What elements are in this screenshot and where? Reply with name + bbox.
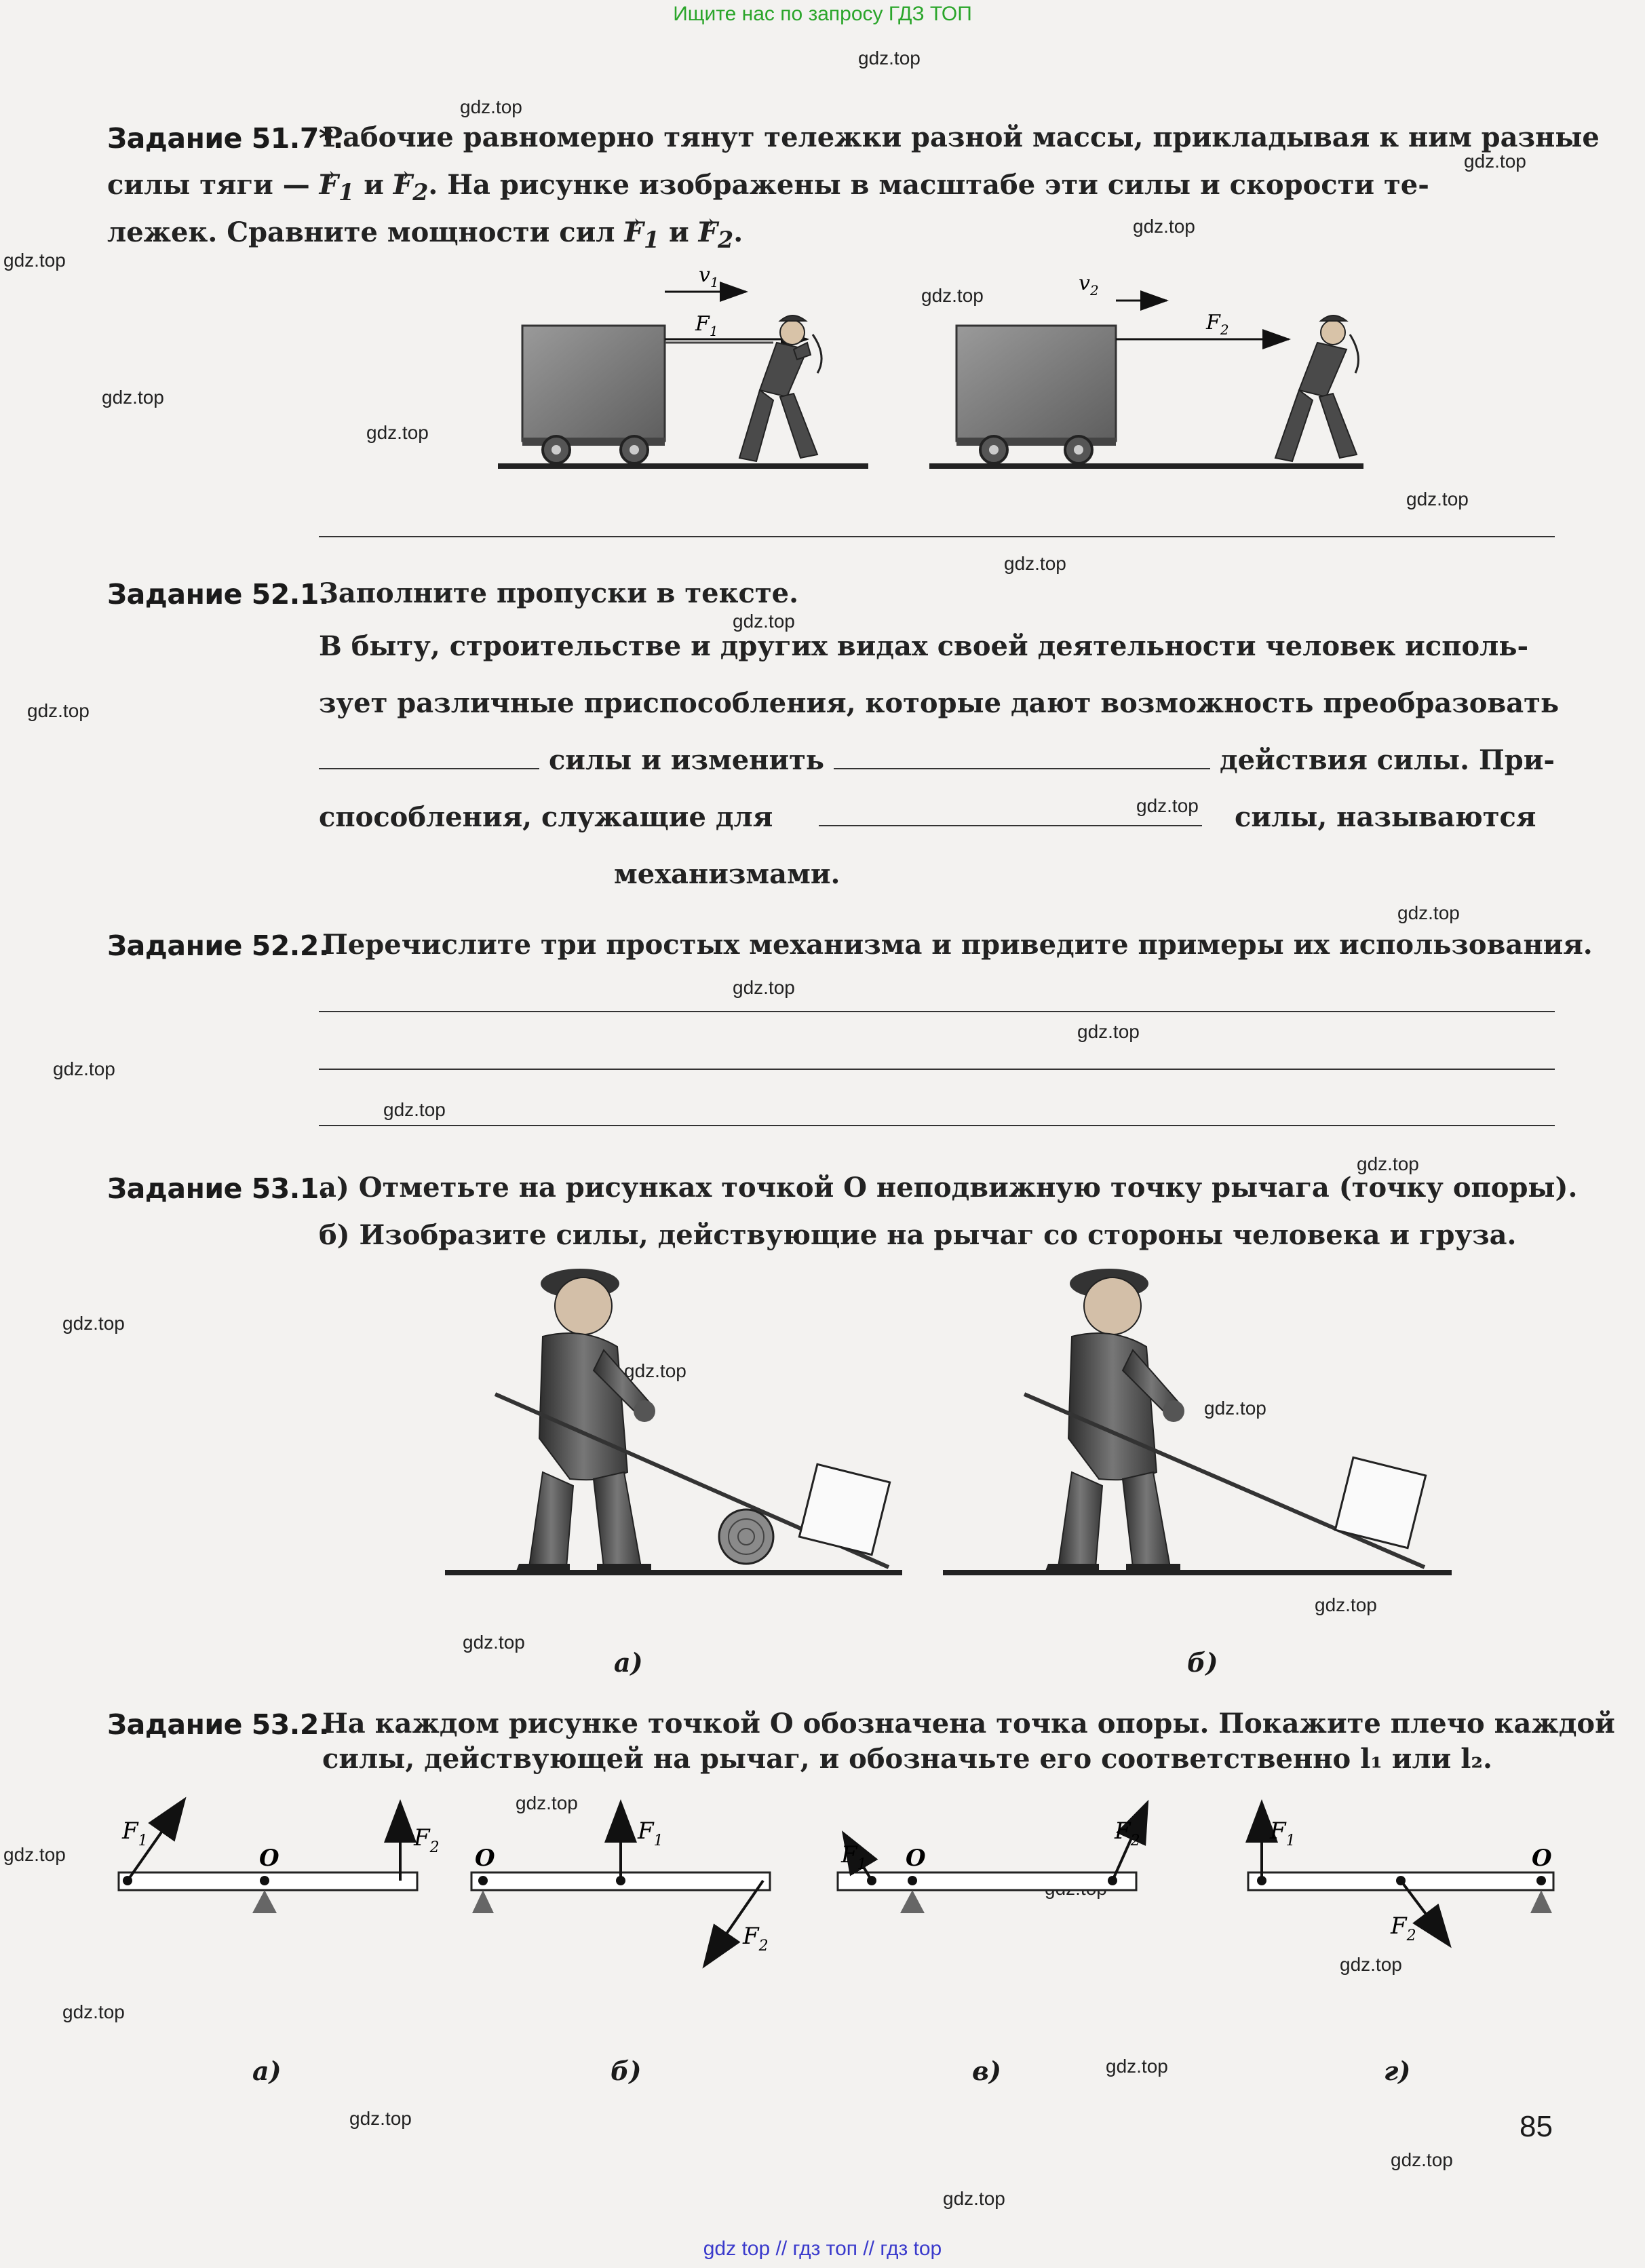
caption-b: б) bbox=[611, 2056, 642, 2086]
vector-f2 bbox=[698, 216, 734, 253]
watermark: gdz.top bbox=[1357, 1153, 1419, 1174]
label-f1: $F_1$ bbox=[695, 312, 718, 339]
text-fragment: . На рисунке изображены в масштабе эти силы и скорости те- bbox=[428, 169, 1429, 201]
text-fragment: силы, называются bbox=[1235, 801, 1536, 833]
watermark: gdz.top bbox=[3, 250, 66, 271]
lever-diagram-g bbox=[1248, 1805, 1553, 1944]
watermark: gdz.top bbox=[921, 285, 984, 306]
label-o: O bbox=[1532, 1845, 1552, 1872]
lever-diagram-v bbox=[838, 1805, 1146, 1913]
caption-a: а) bbox=[614, 1647, 643, 1678]
label-f1: $F_1$ bbox=[841, 1841, 867, 1873]
text-fragment: и bbox=[364, 169, 384, 201]
task-52-1-p2: зует различные приспособления, которые дают возможность преобразовать bbox=[319, 687, 1560, 719]
watermark: gdz.top bbox=[1406, 488, 1469, 510]
watermark: gdz.top bbox=[624, 1360, 686, 1381]
watermark: gdz.top bbox=[733, 977, 795, 998]
watermark: gdz.top bbox=[1106, 2056, 1168, 2077]
task-52-1-p5: механизмами. bbox=[614, 858, 840, 890]
worker-2 bbox=[1275, 315, 1359, 461]
bottom-banner[interactable]: gdz top // гдз топ // гдз top bbox=[703, 2237, 942, 2260]
symbol: F bbox=[393, 169, 413, 201]
watermark: gdz.top bbox=[53, 1058, 115, 1079]
label-f1: $F_1$ bbox=[638, 1818, 663, 1849]
caption-v: в) bbox=[972, 2056, 1001, 2086]
cart-2 bbox=[956, 326, 1116, 463]
task-52-1-intro: Заполните пропуски в тексте. bbox=[319, 577, 799, 609]
top-banner[interactable]: Ищите нас по запросу ГДЗ ТОП bbox=[673, 3, 972, 25]
text-fragment: силы и изменить bbox=[548, 744, 825, 776]
label-f2: $F_2$ bbox=[414, 1824, 440, 1856]
subscript: 2 bbox=[717, 227, 734, 253]
watermark: gdz.top bbox=[366, 422, 429, 443]
watermark: gdz.top bbox=[1077, 1021, 1140, 1042]
watermark: gdz.top bbox=[460, 96, 522, 117]
task-53-1-a: а) Отметьте на рисунках точкой O неподвижную точку рычага (точку опоры). bbox=[319, 1172, 1578, 1204]
symbol: F bbox=[698, 216, 718, 248]
text-fragment: лежек. Сравните мощности сил bbox=[107, 216, 615, 248]
task-53-1-title: Задание 53.1. bbox=[107, 1172, 329, 1205]
answer-line[interactable] bbox=[319, 1069, 1555, 1070]
label-f2: $F_2$ bbox=[743, 1923, 769, 1955]
answer-line[interactable] bbox=[319, 1125, 1555, 1126]
watermark: gdz.top bbox=[1136, 795, 1199, 816]
worker-lever-b bbox=[943, 1269, 1452, 1573]
task-52-2-title: Задание 52.2. bbox=[107, 929, 329, 962]
text-fragment: и bbox=[668, 216, 689, 248]
label-o: O bbox=[475, 1845, 495, 1872]
lever-figures bbox=[441, 1269, 1458, 1581]
watermark: gdz.top bbox=[1464, 151, 1526, 172]
watermark: gdz.top bbox=[62, 2001, 125, 2022]
worker-1 bbox=[739, 315, 821, 461]
watermark: gdz.top bbox=[1004, 553, 1066, 574]
lever-diagram-b bbox=[471, 1805, 770, 1964]
caption-g: г) bbox=[1384, 2056, 1411, 2086]
label-o: O bbox=[906, 1845, 926, 1872]
task-52-1-p3 bbox=[319, 737, 1555, 784]
task-51-7-title: Задание 51.7*. bbox=[107, 122, 343, 155]
fill-blank[interactable] bbox=[319, 741, 539, 769]
label-o: O bbox=[259, 1845, 279, 1872]
label-f2: $F_2$ bbox=[1391, 1913, 1416, 1944]
watermark: gdz.top bbox=[383, 1099, 446, 1120]
watermark: gdz.top bbox=[27, 700, 90, 721]
cart-1 bbox=[522, 326, 665, 463]
caption-a: а) bbox=[252, 2056, 282, 2086]
task-53-1-b: б) Изобразите силы, действующие на рычаг со стороны человека и груза. bbox=[319, 1219, 1517, 1251]
watermark: gdz.top bbox=[1315, 1594, 1377, 1615]
symbol: F bbox=[624, 216, 644, 248]
label-v2: $v_2$ bbox=[1079, 271, 1099, 299]
vector-f1 bbox=[624, 216, 660, 253]
vector-f2 bbox=[393, 169, 429, 206]
symbol: F bbox=[319, 169, 339, 201]
task-51-7-line2 bbox=[107, 161, 1429, 216]
lever-diagrams bbox=[109, 1791, 1567, 1981]
watermark: gdz.top bbox=[3, 1844, 66, 1865]
text-fragment: действия силы. При- bbox=[1219, 744, 1555, 776]
watermark: gdz.top bbox=[1133, 216, 1195, 237]
task-51-7-line1: Рабочие равномерно тянут тележки разной массы, прикладывая к ним разные bbox=[322, 121, 1600, 153]
answer-line[interactable] bbox=[319, 536, 1555, 537]
watermark: gdz.top bbox=[858, 47, 921, 69]
lever-diagram-a bbox=[119, 1801, 440, 1913]
watermark: gdz.top bbox=[1397, 902, 1460, 923]
carts-figure bbox=[488, 254, 1363, 478]
watermark: gdz.top bbox=[733, 611, 795, 632]
subscript: 1 bbox=[338, 179, 355, 206]
subscript: 1 bbox=[643, 227, 660, 253]
vector-f1 bbox=[319, 169, 355, 206]
task-52-2-text: Перечислите три простых механизма и приведите примеры их использования. bbox=[322, 929, 1593, 961]
watermark: gdz.top bbox=[62, 1313, 125, 1334]
worker-lever-a bbox=[445, 1269, 902, 1573]
watermark: gdz.top bbox=[1391, 2149, 1453, 2170]
label-f1: $F_1$ bbox=[1270, 1818, 1296, 1849]
label-f2: $F_2$ bbox=[1206, 311, 1229, 338]
task-52-1-p4 bbox=[319, 794, 1536, 841]
page-number: 85 bbox=[1520, 2110, 1553, 2143]
task-53-2-title: Задание 53.2. bbox=[107, 1708, 329, 1741]
watermark: gdz.top bbox=[349, 2108, 412, 2129]
watermark: gdz.top bbox=[516, 1792, 578, 1813]
text-fragment: способления, служащие для bbox=[319, 801, 773, 833]
task-53-2-line1: На каждом рисунке точкой O обозначена точка опоры. Покажите плечо каждой bbox=[322, 1708, 1615, 1740]
task-52-1-title: Задание 52.1. bbox=[107, 578, 329, 611]
label-v1: $v_1$ bbox=[699, 263, 719, 290]
task-53-2-line2: силы, действующей на рычаг, и обозначьте его соответственно l₁ или l₂. bbox=[322, 1743, 1492, 1775]
fill-blank[interactable] bbox=[819, 798, 1202, 826]
watermark: gdz.top bbox=[1204, 1398, 1266, 1419]
subscript: 2 bbox=[412, 179, 429, 206]
task-52-1-p1: В быту, строительстве и других видах своей деятельности человек исполь- bbox=[319, 630, 1529, 662]
watermark: gdz.top bbox=[102, 387, 164, 408]
text-fragment: силы тяги — bbox=[107, 169, 310, 201]
text-fragment: . bbox=[733, 216, 743, 248]
answer-line[interactable] bbox=[319, 1011, 1555, 1012]
watermark: gdz.top bbox=[1340, 1954, 1402, 1975]
watermark: gdz.top bbox=[943, 2188, 1005, 2209]
label-f1: $F_1$ bbox=[122, 1818, 148, 1849]
caption-b: б) bbox=[1187, 1647, 1218, 1678]
label-f2: $F_2$ bbox=[1115, 1818, 1140, 1849]
watermark: gdz.top bbox=[463, 1632, 525, 1653]
fill-blank[interactable] bbox=[834, 741, 1210, 769]
